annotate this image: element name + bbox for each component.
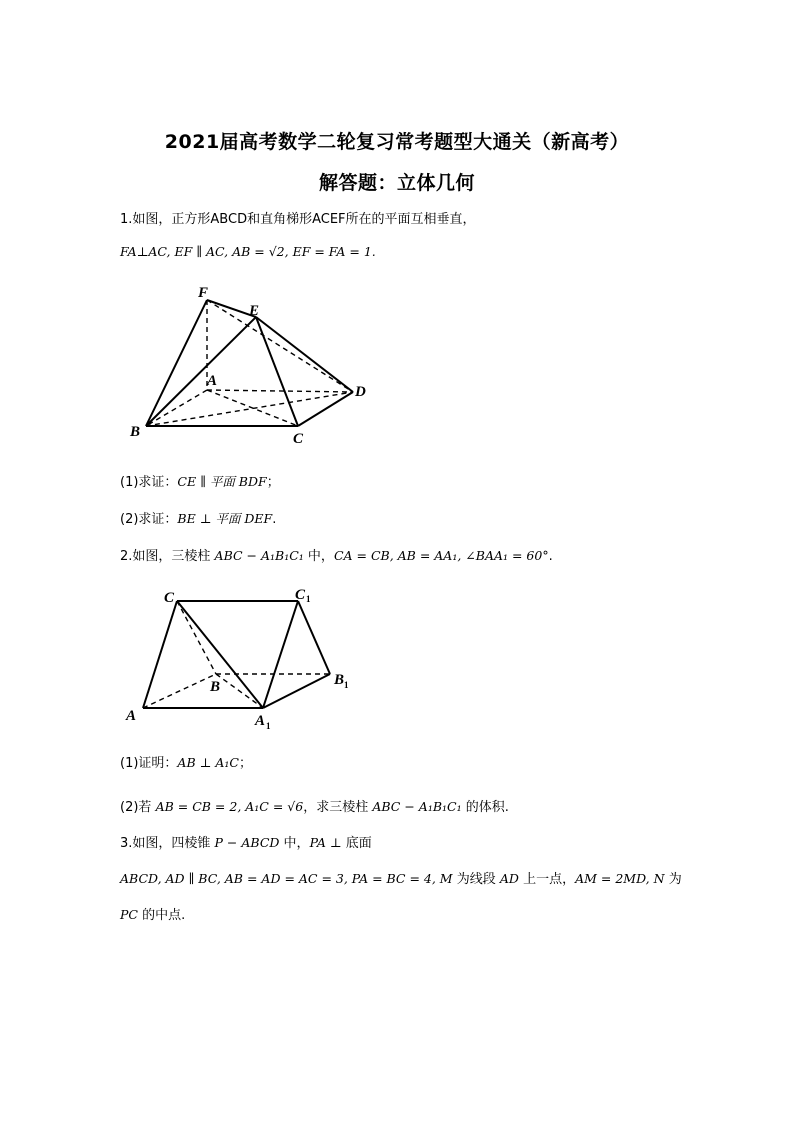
label-a: A: [207, 373, 218, 389]
problem2-question2: (2)若 AB = CB = 2, A₁C = √6，求三棱柱 ABC − A₁B₁C₁ 的体积.: [120, 799, 509, 815]
label-a1: A: [255, 713, 266, 729]
label-f: F: [198, 285, 209, 301]
label-c: C: [293, 431, 304, 447]
problem2-intro: 2.如图，三棱柱 ABC − A₁B₁C₁ 中，CA = CB, AB = AA₁, ∠BAA₁ = 60°.: [120, 548, 553, 564]
label-d: D: [355, 384, 366, 400]
label-c1-sub: 1: [306, 594, 311, 604]
label-c: C: [164, 590, 175, 606]
problem1-question2: (2)求证：BE ⊥ 平面 DEF.: [120, 511, 277, 527]
label-e: E: [249, 303, 260, 319]
problem1-intro: 1.如图，正方形ABCD和直角梯形ACEF所在的平面互相垂直，: [120, 212, 476, 227]
label-b1-sub: 1: [344, 680, 349, 690]
problem3-line3: PC 的中点.: [120, 907, 186, 923]
label-a: A: [126, 708, 137, 724]
problem3-line2: ABCD, AD ∥ BC, AB = AD = AC = 3, PA = BC = 4, M 为线段 AD 上一点，AM = 2MD, N 为: [120, 871, 682, 887]
problem1-figure: [125, 280, 385, 450]
section-title: 解答题：立体几何: [318, 172, 475, 194]
label-b: B: [130, 424, 141, 440]
problem3-intro: 3.如图，四棱锥 P − ABCD 中，PA ⊥ 底面: [120, 835, 372, 851]
label-b1: B: [334, 672, 345, 688]
label-b: B: [210, 679, 221, 695]
problem1-conditions-math: FA⊥AC, EF ∥ AC, AB = √2, EF = FA = 1.: [120, 244, 376, 259]
problem1-question1: (1)求证：CE ∥ 平面 BDF；: [120, 474, 280, 490]
label-a1-sub: 1: [266, 721, 271, 731]
problem2-figure: [122, 582, 362, 734]
problem1-conditions: [120, 244, 376, 260]
label-c1: C: [295, 587, 306, 603]
problem2-question1: (1)证明：AB ⊥ A₁C；: [120, 755, 252, 771]
document-title: 2021届高考数学二轮复习常考题型大通关（新高考）: [164, 131, 630, 153]
